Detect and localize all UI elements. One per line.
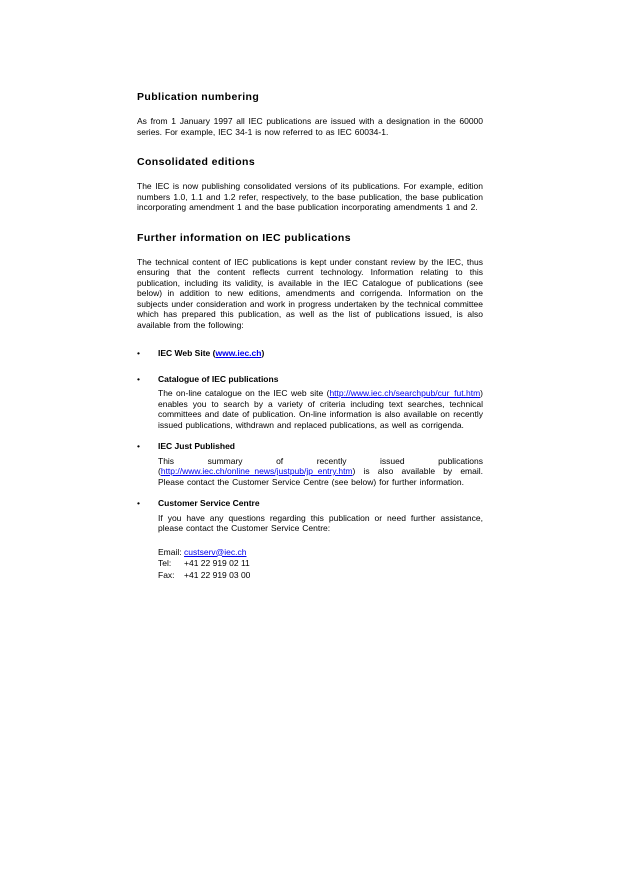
bullet-body-catalogue xyxy=(158,388,483,430)
web-site-label-suffix: ) xyxy=(261,348,265,358)
tel-value: +41 22 919 02 11 xyxy=(184,558,250,568)
bullet-icon xyxy=(137,441,158,487)
heading-consolidated-editions: Consolidated editions xyxy=(137,156,256,168)
heading-publication-numbering: Publication numbering xyxy=(137,91,260,103)
tel-label: Tel: xyxy=(158,558,172,568)
contact-row-email xyxy=(158,547,483,559)
contact-row-fax xyxy=(158,570,483,582)
contact-row-tel xyxy=(158,558,483,570)
bullet-content-web-site xyxy=(158,348,483,363)
bullet-title-web-site xyxy=(158,348,483,359)
paragraph-publication-numbering: As from 1 January 1997 all IEC publications are issued with a designation in the 60000 series. For example, IEC 34-1 is now referred to as IEC 60034-1. xyxy=(137,116,483,137)
just-published-link[interactable]: http://www.iec.ch/online_news/justpub/jp_entry.htm xyxy=(160,466,353,476)
fax-value: +41 22 919 03 00 xyxy=(184,569,251,580)
bullet-list xyxy=(137,348,483,534)
catalogue-text-before-link: The on-line catalogue on the IEC web site ( xyxy=(158,388,330,398)
catalogue-search-link[interactable]: http://www.iec.ch/searchpub/cur_fut.htm xyxy=(329,388,481,398)
bullet-item-catalogue xyxy=(137,374,483,431)
bullet-icon xyxy=(137,374,158,431)
bullet-title-catalogue: Catalogue of IEC publications xyxy=(158,373,279,384)
bullet-content-customer-service xyxy=(158,498,483,534)
catalogue-text-after-link: ) enables you to search by a variety of criteria including text searches, technical committees and date of publication. On-line information is also available on recently issued publications, withdrawn and replaced publications, as well as corrigenda. xyxy=(158,388,483,430)
bullet-item-customer-service xyxy=(137,498,483,534)
bullet-item-just-published xyxy=(137,441,483,487)
bullet-icon xyxy=(137,348,158,363)
iec-web-site-link[interactable]: www.iec.ch xyxy=(215,348,262,358)
bullet-icon xyxy=(137,498,158,534)
paragraph-consolidated-editions: The IEC is now publishing consolidated versions of its publications. For example, edition numbers 1.0, 1.1 and 1.2 refer, respectively, to the base publication, the base publication incorporating amendment 1 and the base publication incorporating amendments 1 and 2. xyxy=(137,181,483,212)
bullet-title-just-published: IEC Just Published xyxy=(158,441,235,451)
paragraph-further-information: The technical content of IEC publications is kept under constant review by the IEC, thus ensuring that the content reflects current technology. Information relating to this publication, including its validity, is available in the IEC Catalogue of publications (see below) in addition to new editions, amendments and corrigenda. Information on the subjects under consideration and work in progress undertaken by the technical committee which has prepared this publication, as well as the list of publications issued, is also available from the following: xyxy=(137,256,483,330)
bullet-item-web-site xyxy=(137,348,483,363)
email-link[interactable]: custserv@iec.ch xyxy=(184,546,247,557)
just-published-text-after-link: ) is also available by email. Please contact the Customer Service Centre (see below) for further information. xyxy=(158,466,483,487)
web-site-label-prefix: IEC Web Site ( xyxy=(158,348,216,358)
heading-further-information: Further information on IEC publications xyxy=(137,231,351,244)
bullet-title-customer-service: Customer Service Centre xyxy=(158,498,260,508)
bullet-body-just-published xyxy=(158,456,483,488)
contact-block xyxy=(158,547,483,582)
bullet-content-catalogue xyxy=(158,374,483,431)
bullet-content-just-published xyxy=(158,441,483,487)
bullet-body-customer-service: If you have any questions regarding this publication or need further assistance, please contact the Customer Service Centre: xyxy=(158,512,483,533)
just-published-text-before-link: This summary of recently issued publications ( xyxy=(158,455,483,476)
fax-label: Fax: xyxy=(158,569,175,580)
email-label: Email: xyxy=(158,546,182,557)
